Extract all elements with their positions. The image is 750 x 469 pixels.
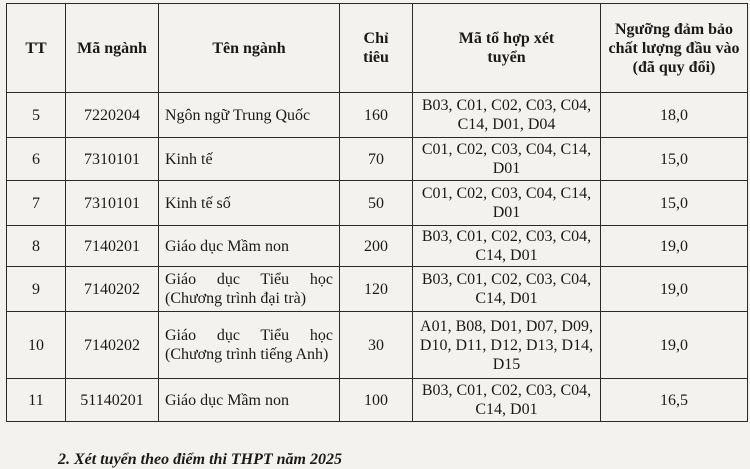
cell-code: 7310101	[66, 181, 159, 226]
cell-name: Giáo dục Tiểu học (Chương trình tiếng Anh)	[159, 312, 340, 379]
cell-combos: C01, C02, C03, C04, C14, D01	[413, 181, 601, 226]
cell-threshold: 19,0	[601, 267, 748, 312]
table-row	[7, 226, 748, 267]
header-name: Tên ngành	[159, 4, 340, 93]
header-code: Mã ngành	[66, 4, 159, 93]
cell-tt: 9	[7, 267, 66, 312]
cell-name: Giáo dục Mầm non	[159, 379, 340, 422]
cell-threshold: 15,0	[601, 138, 748, 181]
cell-code: 7220204	[66, 93, 159, 138]
admissions-table	[6, 3, 748, 422]
cell-quota: 120	[340, 267, 413, 312]
cell-code: 7140202	[66, 312, 159, 379]
header-quota: Chỉ tiêu	[340, 4, 413, 93]
cell-combos: B03, C01, C02, C03, C04, C14, D01	[413, 267, 601, 312]
cell-tt: 8	[7, 226, 66, 267]
section-heading: 2. Xét tuyển theo điểm thi THPT năm 2025	[58, 451, 342, 468]
cell-quota: 200	[340, 226, 413, 267]
table-header-row	[7, 4, 748, 93]
cell-name: Kinh tế số	[159, 181, 340, 226]
table-row	[7, 181, 748, 226]
cell-threshold: 19,0	[601, 312, 748, 379]
cell-tt: 6	[7, 138, 66, 181]
table-row	[7, 312, 748, 379]
cell-tt: 5	[7, 93, 66, 138]
table-row	[7, 93, 748, 138]
cell-name: Giáo dục Mầm non	[159, 226, 340, 267]
header-combos: Mã tổ hợp xét tuyển	[413, 4, 601, 93]
cell-threshold: 15,0	[601, 181, 748, 226]
cell-combos: C01, C02, C03, C04, C14, D01	[413, 138, 601, 181]
cell-code: 51140201	[66, 379, 159, 422]
table-row	[7, 267, 748, 312]
cell-combos: B03, C01, C02, C03, C04, C14, D01	[413, 226, 601, 267]
cell-name: Giáo dục Tiểu học (Chương trình đại trà)	[159, 267, 340, 312]
table-row	[7, 379, 748, 422]
cell-quota: 50	[340, 181, 413, 226]
cell-threshold: 19,0	[601, 226, 748, 267]
header-tt: TT	[7, 4, 66, 93]
cell-tt: 7	[7, 181, 66, 226]
cell-threshold: 18,0	[601, 93, 748, 138]
cell-threshold: 16,5	[601, 379, 748, 422]
cell-tt: 10	[7, 312, 66, 379]
cell-name: Kinh tế	[159, 138, 340, 181]
cell-code: 7140202	[66, 267, 159, 312]
cell-combos: B03, C01, C02, C03, C04, C14, D01	[413, 379, 601, 422]
cell-code: 7310101	[66, 138, 159, 181]
table-row	[7, 138, 748, 181]
cell-quota: 70	[340, 138, 413, 181]
cell-tt: 11	[7, 379, 66, 422]
cell-quota: 100	[340, 379, 413, 422]
header-threshold: Ngưỡng đảm bảo chất lượng đầu vào (đã quy đổi)	[601, 4, 748, 93]
cell-name: Ngôn ngữ Trung Quốc	[159, 93, 340, 138]
cell-combos: A01, B08, D01, D07, D09, D10, D11, D12, D13, D14, D15	[413, 312, 601, 379]
cell-quota: 30	[340, 312, 413, 379]
cell-combos: B03, C01, C02, C03, C04, C14, D01, D04	[413, 93, 601, 138]
cell-code: 7140201	[66, 226, 159, 267]
cell-quota: 160	[340, 93, 413, 138]
